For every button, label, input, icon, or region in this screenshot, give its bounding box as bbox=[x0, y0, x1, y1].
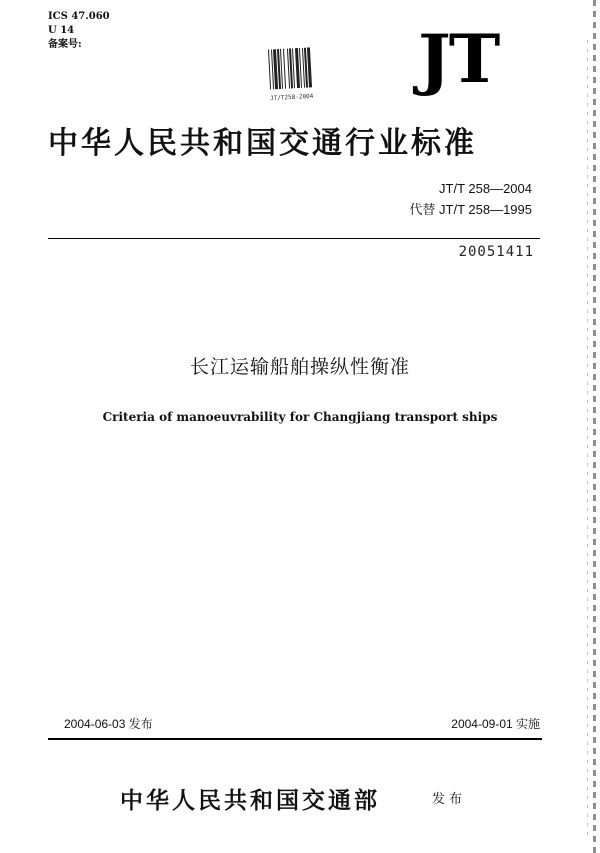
standard-category-title: 中华人民共和国交通行业标准 bbox=[48, 126, 477, 161]
archive-stamp: 20051411 bbox=[458, 244, 534, 260]
replaces-number: 代替 JT/T 258—1995 bbox=[409, 202, 532, 217]
barcode-image bbox=[267, 46, 331, 89]
barcode-text: JT/T258-2004 bbox=[269, 92, 314, 103]
record-number-label: 备案号: bbox=[48, 39, 82, 50]
standard-code-block bbox=[409, 178, 532, 220]
ics-code: ICS 47.060 bbox=[48, 11, 110, 22]
barcode-bar bbox=[268, 50, 271, 90]
scan-edge bbox=[593, 0, 596, 853]
jt-logo: JT bbox=[418, 20, 499, 98]
classification-block bbox=[48, 10, 110, 52]
issue-action: 发布 bbox=[432, 792, 467, 807]
class-code: U 14 bbox=[48, 25, 75, 36]
header-divider bbox=[48, 238, 540, 239]
effective-date: 2004-09-01 实施 bbox=[451, 717, 540, 731]
document-title-chinese: 长江运输船舶操纵性衡准 bbox=[189, 356, 410, 378]
document-title-english: Criteria of manoeuvrability for Changjiang transport ships bbox=[102, 410, 498, 424]
footer-divider bbox=[48, 738, 542, 740]
standard-number: JT/T 258—2004 bbox=[439, 181, 532, 196]
barcode-bar bbox=[283, 49, 286, 89]
scan-edge-inner bbox=[587, 40, 588, 840]
issue-date: 2004-06-03 发布 bbox=[64, 717, 153, 731]
issuing-authority: 中华人民共和国交通部 bbox=[120, 787, 380, 814]
